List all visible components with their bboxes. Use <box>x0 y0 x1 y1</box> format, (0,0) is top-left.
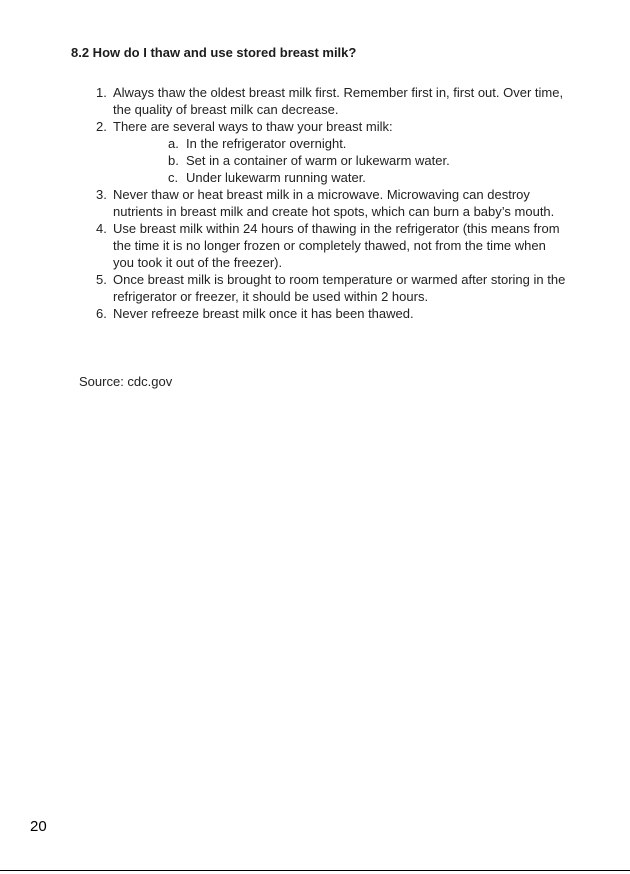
list-item-number: 5. <box>96 272 107 287</box>
list-item <box>96 118 566 186</box>
list-item-text: Use breast milk within 24 hours of thawing in the refrigerator (this means from the time it is no longer frozen or completely thawed, not from the time when you took it out of the freezer). <box>113 221 560 270</box>
sublist-item-text: Under lukewarm running water. <box>186 170 366 185</box>
list-item <box>96 271 566 305</box>
list-item-text: Never thaw or heat breast milk in a microwave. Microwaving can destroy nutrients in breast milk and create hot spots, which can burn a baby’s mouth. <box>113 187 555 219</box>
sublist-item-letter: b. <box>168 153 179 168</box>
instruction-list <box>96 84 566 322</box>
list-item <box>96 220 566 271</box>
list-item-text: Never refreeze breast milk once it has been thawed. <box>113 306 414 321</box>
sublist-item <box>168 135 566 152</box>
list-item-text: Always thaw the oldest breast milk first. Remember first in, first out. Over time, the quality of breast milk can decrease. <box>113 85 564 117</box>
footer-divider <box>0 870 630 871</box>
list-item-number: 6. <box>96 306 107 321</box>
sublist-item-letter: c. <box>168 170 179 185</box>
sublist-item <box>168 169 566 186</box>
sublist-item-text: Set in a container of warm or lukewarm water. <box>186 153 450 168</box>
list-item-text: Once breast milk is brought to room temperature or warmed after storing in the refrigerator or freezer, it should be used within 2 hours. <box>113 272 566 304</box>
list-item <box>96 84 566 118</box>
sublist-item-text: In the refrigerator overnight. <box>186 136 347 151</box>
sublist-item-letter: a. <box>168 136 179 151</box>
list-item <box>96 186 566 220</box>
list-item-number: 3. <box>96 187 107 202</box>
section-heading: 8.2 How do I thaw and use stored breast milk? <box>71 45 357 60</box>
source-citation: Source: cdc.gov <box>79 374 173 389</box>
list-item-number: 4. <box>96 221 107 236</box>
list-item-text: There are several ways to thaw your breast milk: <box>113 119 393 134</box>
thaw-methods-sublist <box>113 135 566 186</box>
sublist-item <box>168 152 566 169</box>
list-item-number: 2. <box>96 119 107 134</box>
page-number: 20 <box>30 818 47 835</box>
list-item <box>96 305 566 322</box>
list-item-number: 1. <box>96 85 107 100</box>
